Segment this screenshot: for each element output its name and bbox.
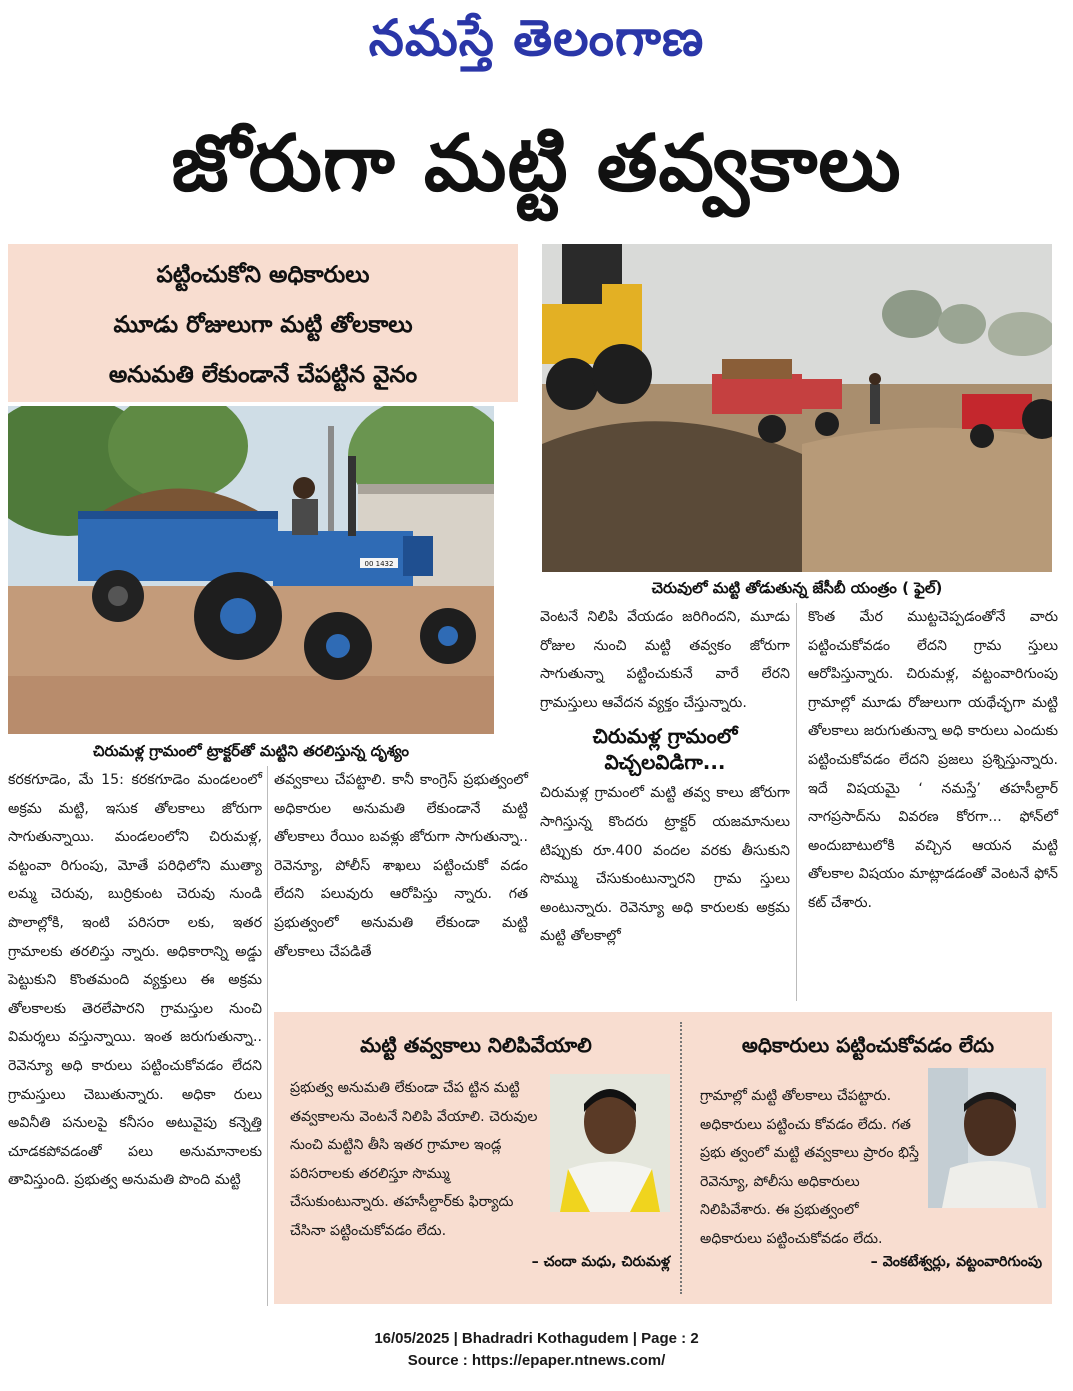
footer-source-line: Source : https://epaper.ntnews.com/	[407, 1352, 666, 1369]
quote-1-text: ప్రభుత్వ అనుమతి లేకుండా చేప ట్టిన మట్టి తవ్వకాలను వెంటనే నిలిపి వేయాలి. చెరువుల నుంచి మట్టిని తీసి ఇతర గ్రామాల ఇండ్ల పరిసరాలకు తరలిస్తూ సొమ్ము చేసుకుంటున్నారు. తహసీల్దార్‌కు ఫిర్యాదు చేసినా పట్టించుకోవడం లేదు.	[290, 1080, 538, 1239]
column-divider	[267, 766, 268, 1306]
tractor-plate-text: 00 1432	[364, 560, 394, 568]
article-column-4-text: కొంత మేర ముట్టచెప్పడంతోనే వారు పట్టించుకోవడం లేదని గ్రామ స్తులు ఆరోపిస్తున్నారు. చిరుమళ్ల, వట్టంవారిగుంపు గ్రామాల్లో మూడు రోజులుగా యథేచ్ఛగా మట్టి తోలకాలు జరుగుతున్నా అధి కారులు ఎందుకు పట్టించుకోవడం లేదని ప్రజలు ప్రశ్నిస్తున్నారు. ఇదే విషయమై ‘ నమస్తే’ తహసీల్దార్ నాగప్రసాద్‌ను వివరణ కోరగా... ఫోన్‌లో అందుబాటులోకి వచ్చిన ఆయన మట్టి తోలకాల విషయం మాట్లాడడంతో వెంటనే ఫోన్ కట్ చేశారు.	[808, 609, 1058, 911]
article-column-2	[274, 766, 528, 966]
tractor-photo-caption: చిరుమళ్ల గ్రామంలో ట్రాక్టర్‌తో మట్టిని తరలిస్తున్న దృశ్యం	[92, 742, 410, 760]
article-column-1	[8, 766, 262, 1195]
article-column-3-text-a: వెంటనే నిలిపి వేయడం జరిగిందని, మూడు రోజుల నుంచి మట్టి తవ్వకం జోరుగా సాగుతున్నా పట్టించుకునే వారే లేరని గ్రామస్తులు ఆవేదన వ్యక్తం చేస్తున్నారు.	[540, 609, 790, 711]
article-column-3-text-b: చిరుమళ్ల గ్రామంలో మట్టి తవ్వ కాలు జోరుగా సాగిస్తున్న కొందరు ట్రాక్టర్ యజమానులు టిప్పుకు రూ.400 వందల వరకు తీసుకుని సొమ్ము చేసుకుంటున్నారని గ్రామ స్తులు అంటున్నారు. రెవెన్యూ అధి కారులకు అక్రమ మట్టి తోలకాల్లో	[540, 785, 790, 945]
subhead-box	[8, 244, 518, 402]
quote-1-title: మట్టి తవ్వకాలు నిలిపివేయాలి	[360, 1033, 592, 1057]
quote-2-title: అధికారులు పట్టించుకోవడం లేదు	[741, 1033, 995, 1057]
jcb-photo-caption: చెరువులో మట్టి తోడుతున్న జేసీబీ యంత్రం ( ఫైల్)	[651, 579, 943, 597]
quote-1-portrait	[550, 1074, 670, 1212]
column-divider-2	[796, 603, 797, 1001]
quote-2-attribution: – వెంకటేశ్వర్లు, వట్టంవారిగుంపు	[870, 1254, 1042, 1270]
article-column-4	[808, 603, 1058, 918]
quote-1-attribution: – చందా మధు, చిరుమళ్ల	[531, 1254, 670, 1270]
article-column-1-text: కరకగూడెం, మే 15: కరకగూడెం మండలంలో అక్రమ మట్టి, ఇసుక తోలకాలు జోరుగా సాగుతున్నాయి. మండలంలోని చిరుమళ్ల, వట్టంవా రిగుంపు, మోతే పరిధిలోని ముత్యా లమ్మ చెరువు, బుర్రికుంట చెరువు నుండి పొలాల్లోకి, ఇంటి పరిసరా లకు, ఇతర గ్రామాలకు తరలిస్తు న్నారు. అధికారాన్ని అడ్డు పెట్టుకుని కొంతమంది వ్యక్తులు ఈ అక్రమ తోలకాలకు తెరలేపారని గ్రామస్తుల నుంచి విమర్శలు వస్తున్నాయి. ఇంత జరుగుతున్నా.. రెవెన్యూ అధి కారులు పట్టించుకోవడం లేదని గ్రామస్తులు చెబుతున్నారు. అధికా రులు అవినీతి పనులపై కనీసం అటువైపు కన్నెత్తి చూడకపోవడంతో పలు అనుమానాలకు తావిస్తుంది. ప్రభుత్వ అనుమతి పొంది మట్టి	[8, 772, 262, 1189]
article-column-3	[540, 603, 790, 951]
quote-2-text: గ్రామాల్లో మట్టి తోలకాలు చేపట్టారు. అధికారులు పట్టించు కోవడం లేదు. గత ప్రభు త్వంలో మట్టి తవ్వకాలు ప్రారం భిస్తే రెవెన్యూ, పోలీసు అధికారులు నిలిపివేశారు. ఈ ప్రభుత్వంలో అధికారులు పట్టించుకోవడం లేదు.	[700, 1088, 919, 1247]
subhead-2: మూడు రోజులుగా మట్టి తోలకాలు	[113, 312, 413, 338]
quotes-divider	[680, 1022, 682, 1294]
jcb-photo	[542, 244, 1052, 572]
article-column-2-text: తవ్వకాలు చేపట్టాలి. కానీ కాంగ్రెస్ ప్రభుత్వంలో అధికారుల అనుమతి లేకుండానే మట్టి తోలకాలు రేయిం బవళ్లు జోరుగా సాగుతున్నా.. రెవెన్యూ, పోలీస్ శాఖలు పట్టించుకో వడం లేదని పలువురు ఆరోపిస్తు న్నారు. గత ప్రభుత్వంలో అనుమతి లేకుండా మట్టి తోలకాలు చేపడితే	[274, 772, 528, 960]
tractor-photo	[8, 406, 494, 734]
masthead: నమస్తే తెలంగాణ	[368, 9, 705, 67]
article-subheading: చిరుమళ్ల గ్రామంలో విచ్చలవిడిగా...	[592, 724, 738, 775]
subhead-1: పట్టించుకోని అధికారులు	[156, 262, 370, 288]
subhead-3: అనుమతి లేకుండానే చేపట్టిన వైనం	[108, 362, 418, 388]
headline: జోరుగా మట్టి తవ్వకాలు	[171, 119, 902, 209]
footer-date-line: 16/05/2025 | Bhadradri Kothagudem | Page : 2	[374, 1330, 699, 1347]
quote-2-portrait	[928, 1068, 1046, 1208]
